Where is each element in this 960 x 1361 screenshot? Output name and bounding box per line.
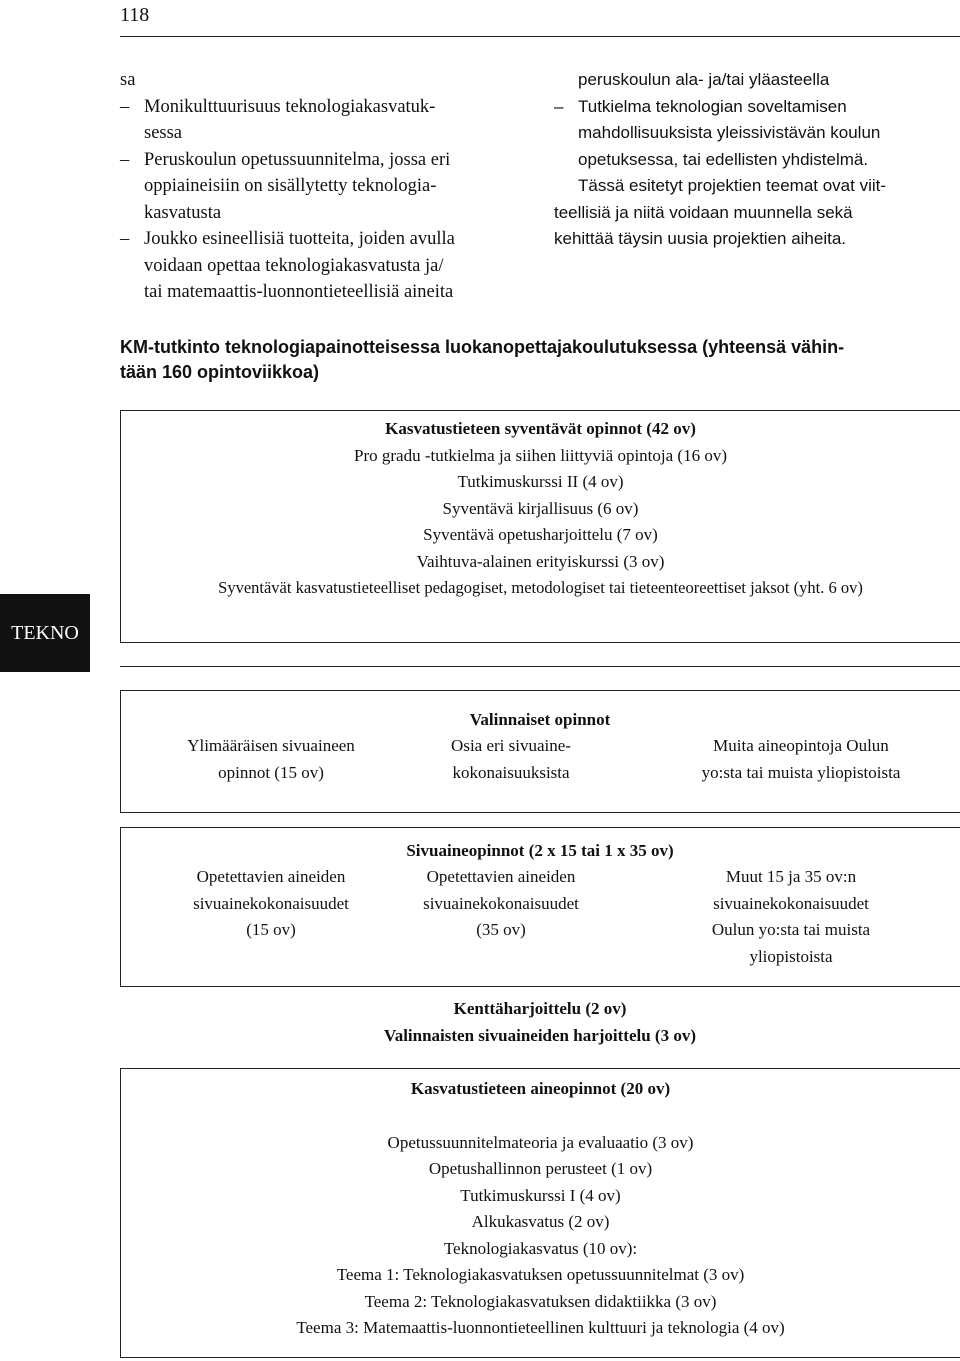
dash-marker: – [554, 96, 564, 116]
section-heading [120, 335, 960, 385]
page-number: 118 [120, 4, 150, 26]
divider-rule [120, 666, 960, 667]
dash-marker: – [120, 96, 130, 117]
right-line: kehittää täysin uusia projektien aiheita. [554, 229, 847, 248]
box-line: Teema 1: Teknologiakasvatuksen opetussuunnitelmat (3 ov) [336, 1265, 745, 1284]
left-line: oppiaineisiin on sisällytetty teknologia- [144, 176, 437, 196]
tekno-tab: TEKNO [0, 594, 90, 672]
heading-line: tään 160 opintoviikkoa) [120, 362, 320, 382]
box-title: Kasvatustieteen syventävät opinnot (42 ov) [385, 419, 696, 438]
box-title: Valinnaiset opinnot [469, 710, 611, 729]
advanced-studies-box [120, 410, 960, 643]
box-title: Kasvatustieteen aineopinnot (20 ov) [410, 1079, 671, 1098]
left-line: tai matemaattis-luonnontieteellisiä aineita [144, 282, 454, 302]
box-line: Syventävä kirjallisuus (6 ov) [442, 498, 639, 518]
box-column: Ylimääräisen sivuaineen opinnot (15 ov) [187, 736, 355, 782]
dash-marker: – [120, 229, 130, 249]
header-rule [120, 36, 960, 37]
left-line: sessa [144, 123, 183, 143]
heading-line: KM-tutkinto teknologiapainotteisessa luokanopettajakoulutuksessa (yhteensä vähin- [120, 337, 845, 357]
optional-studies-box [120, 690, 960, 813]
box-line: Teknologiakasvatus (10 ov): [443, 1238, 638, 1258]
box-column: Muita aineopintoja Oulun yo:sta tai muista yliopistoista [701, 736, 901, 782]
left-line: voidaan opettaa teknologiakasvatusta ja/ [144, 255, 444, 276]
box-column: Muut 15 ja 35 ov:n sivuainekokonaisuudet Oulun yo:sta tai muista yliopistoista [711, 867, 871, 966]
practice-block [120, 996, 960, 1049]
box-line: Syventävät kasvatustieteelliset pedagogiset, metodologiset tai tieteenteoreettiset jaksot (yht. 6 ov) [218, 578, 863, 597]
box-line: Opetussuunnitelmateoria ja evaluaatio (3 ov) [387, 1132, 694, 1152]
right-line: peruskoulun ala- ja/tai yläasteella [578, 70, 830, 89]
left-column [120, 67, 530, 306]
box-line: Pro gradu -tutkielma ja siihen liittyviä opintoja (16 ov) [354, 445, 727, 465]
box-line: Tutkimuskurssi I (4 ov) [460, 1185, 621, 1205]
box-line: Opetushallinnon perusteet (1 ov) [428, 1159, 653, 1178]
box-line: Alkukasvatus (2 ov) [471, 1212, 610, 1231]
left-list-item: – Peruskoulun opetussuunnitelma, jossa eri [120, 147, 530, 174]
box-line: Vaihtuva-alainen erityiskurssi (3 ov) [416, 551, 665, 571]
intermediate-studies-box [120, 1068, 960, 1358]
left-list-item: – Joukko esineellisiä tuotteita, joiden avulla [120, 226, 530, 253]
right-line: mahdollisuuksista yleissivistävän koulun [578, 123, 881, 142]
right-column [554, 67, 960, 253]
practice-line: Kenttäharjoittelu (2 ov) [453, 999, 627, 1018]
box-column: Opetettavien aineiden sivuainekokonaisuudet (15 ov) [193, 867, 349, 939]
right-line: teellisiä ja niitä voidaan muunnella sekä [554, 202, 853, 222]
minor-studies-box [120, 827, 960, 987]
right-line: Tässä esitetyt projektien teemat ovat viit- [578, 176, 887, 195]
left-line: sa [120, 70, 136, 90]
box-column: Osia eri sivuaine- kokonaisuuksista [451, 736, 571, 782]
box-title: Sivuaineopinnot (2 x 15 tai 1 x 35 ov) [406, 841, 674, 860]
box-column: Opetettavien aineiden sivuainekokonaisuudet (35 ov) [423, 867, 579, 939]
box-line: Teema 3: Matemaattis-luonnontieteellinen kulttuuri ja teknologia (4 ov) [296, 1318, 785, 1337]
box-line: Teema 2: Teknologiakasvatuksen didaktiikka (3 ov) [364, 1291, 717, 1311]
dash-marker: – [120, 149, 130, 170]
right-line: opetuksessa, tai edellisten yhdistelmä. [578, 149, 869, 169]
left-list-item: – Monikulttuurisuus teknologiakasvatuk- [120, 94, 530, 121]
left-line: kasvatusta [144, 202, 222, 223]
practice-line: Valinnaisten sivuaineiden harjoittelu (3 ov) [383, 1025, 697, 1045]
box-line: Syventävä opetusharjoittelu (7 ov) [423, 525, 658, 544]
right-list-item: – Tutkielma teknologian soveltamisen [554, 94, 960, 121]
box-line: Tutkimuskurssi II (4 ov) [457, 472, 624, 491]
